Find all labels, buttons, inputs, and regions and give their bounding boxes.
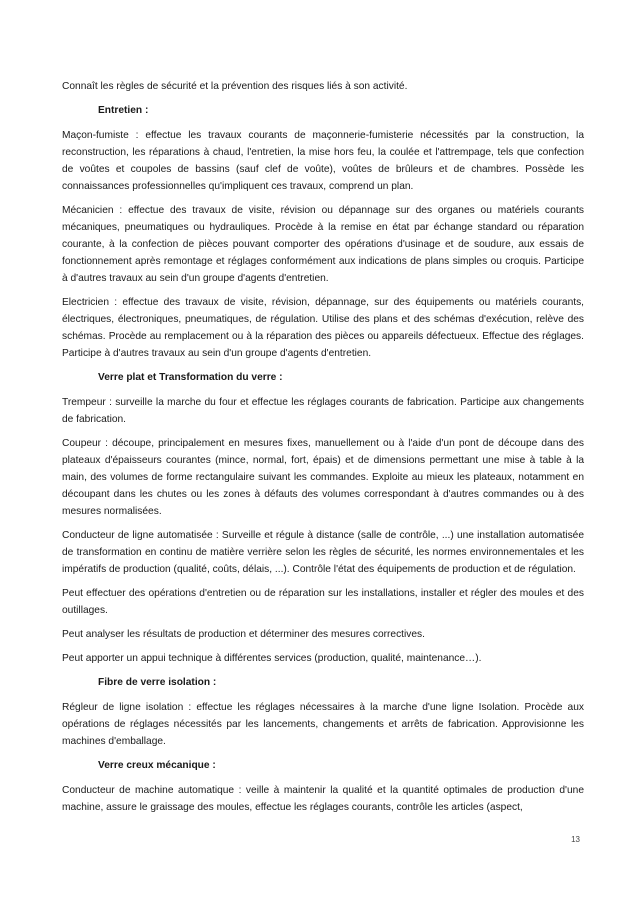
paragraph-analyse-resultats: Peut analyser les résultats de production et déterminer des mesures correctives. [62, 629, 425, 640]
section-heading-verre-creux: Verre creux mécanique : [98, 760, 216, 771]
paragraph-entretien-installations: Peut effectuer des opérations d'entretien ou de réparation sur les installations, installer et régler des moules et des outillages. [62, 588, 584, 616]
paragraph-appui-technique: Peut apporter un appui technique à différentes services (production, qualité, maintenance…). [62, 653, 482, 664]
section-heading-verre-plat: Verre plat et Transformation du verre : [98, 372, 283, 383]
paragraph-electricien: Electricien : effectue des travaux de visite, révision, dépannage, sur des équipements ou matériels courants, électriques, électroniques, pneumatiques, de régulation. Utilise des plans et des schémas d'exécution, relève des schémas. Procède au remplacement ou à la réparation des pièces ou appareils défectueux. Effectue des réglages. Participe à d'autres travaux au sein d'un groupe d'agents d'entretien. [62, 297, 584, 359]
paragraph-macon-fumiste: Maçon-fumiste : effectue les travaux courants de maçonnerie-fumisterie nécessités par la construction, la reconstruction, les réparations à chaud, l'entretien, la mise hors feu, la coulée et l'attrempage, tels que confection de voûtes et coupoles de bassins (sauf clef de voûte), voûtes de brûleurs et de chambres. Possède les connaissances professionnelles qu'impliquent ces travaux, comprend un plan. [62, 130, 584, 192]
paragraph-coupeur: Coupeur : découpe, principalement en mesures fixes, manuellement ou à l'aide d'un pont de découpe dans des plateaux d'épaisseurs courantes (mince, normal, fort, épais) et de dimensions permettant une mise à table à la main, des volumes de forme rectangulaire suivant les commandes. Exploite au mieux les plateaux, notamment en découpant dans les chutes ou les zones à défauts des volumes correspondant à d'autres commandes ou à des mesures normalisées. [62, 438, 584, 517]
paragraph-conducteur-ligne: Conducteur de ligne automatisée : Surveille et régule à distance (salle de contrôle, ...) une installation automatisée de transformation en continu de matière verrière selon les règles de sécurité, les normes environnementales et les impératifs de production (qualité, coûts, délais, ...). Contrôle l'état des équipements de production et de régulation. [62, 530, 584, 575]
page-number: 13 [571, 835, 580, 844]
paragraph-trempeur: Trempeur : surveille la marche du four et effectue les réglages courants de fabrication. Participe aux changements de fabrication. [62, 397, 584, 425]
paragraph-intro: Connaît les règles de sécurité et la prévention des risques liés à son activité. [62, 81, 408, 92]
paragraph-mecanicien: Mécanicien : effectue des travaux de visite, révision ou dépannage sur des organes ou matériels courants mécaniques, pneumatiques ou hydrauliques. Procède à la remise en état par échange standard ou réparation courante, à la confection de pièces pouvant comporter des opérations d'usinage et de soudure, aux essais de fonctionnement après remontage et réglages conformément aux indications de plans simples ou croquis. Participe à d'autres travaux au sein d'un groupe d'agents d'entretien. [62, 205, 584, 284]
section-heading-fibre-verre: Fibre de verre isolation : [98, 677, 217, 688]
paragraph-conducteur-machine: Conducteur de machine automatique : veille à maintenir la qualité et la quantité optimales de production d'une machine, assure le graissage des moules, effectue les réglages courants, contrôle les articles (aspect, [62, 785, 584, 813]
section-heading-entretien: Entretien : [98, 105, 149, 116]
paragraph-regleur-ligne: Régleur de ligne isolation : effectue les réglages nécessaires à la marche d'une ligne Isolation. Procède aux opérations de réglages nécessités par les lancements, changements et arrêts de fabrication. Approvisionne les machines d'emballage. [62, 702, 584, 747]
